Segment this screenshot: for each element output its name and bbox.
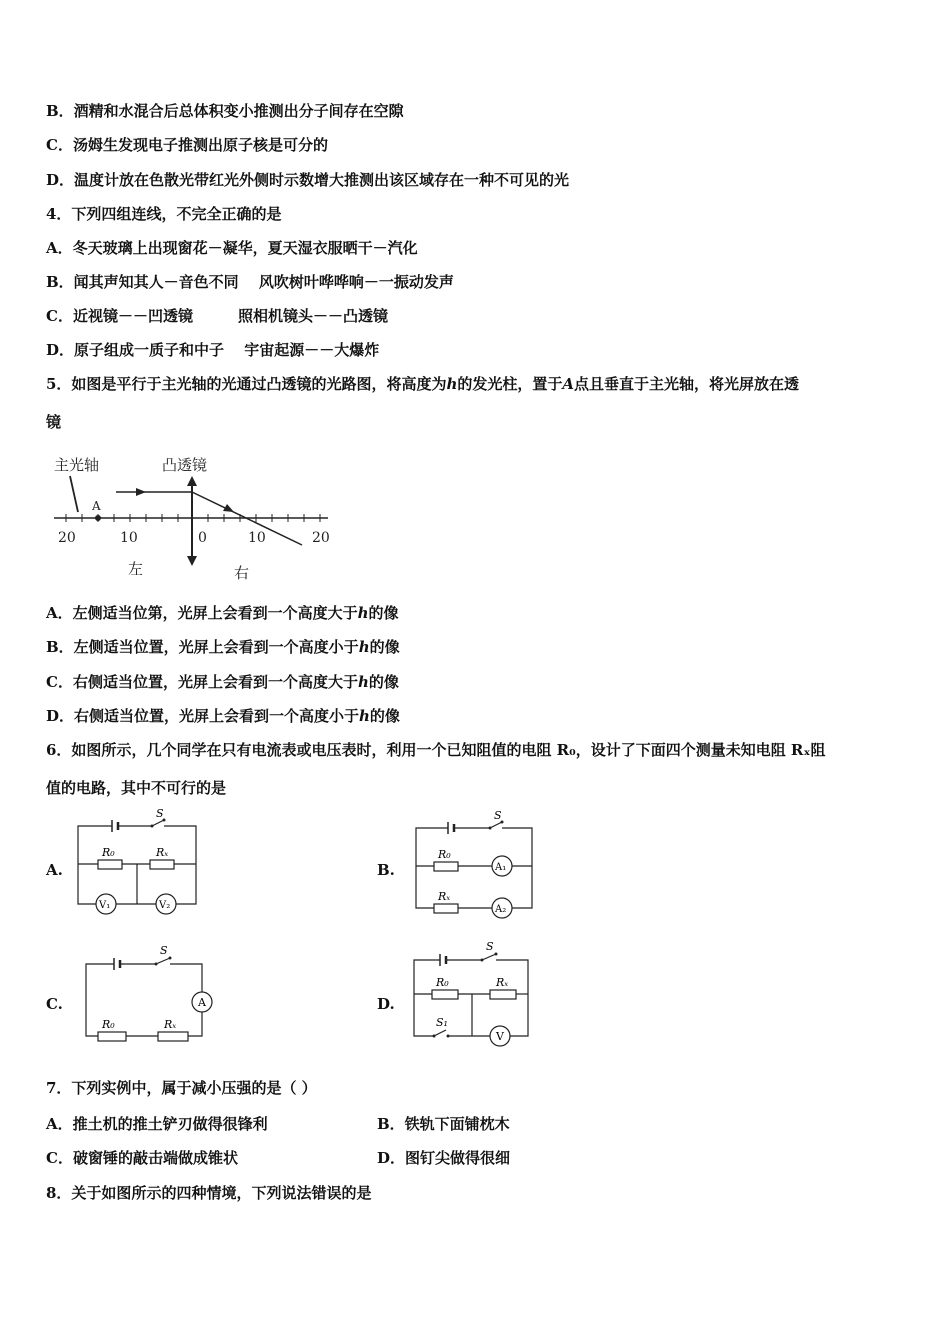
circuit-c-s-label: S (160, 944, 168, 957)
q5-lens-diagram (48, 450, 348, 585)
q5-stem-line2: 镜 (46, 413, 62, 431)
circuit-d (410, 938, 538, 1050)
q5-label-lens: 凸透镜 (162, 456, 208, 474)
circuit-a-rx-label: Rₓ (156, 846, 169, 859)
q4-option-c: C．近视镜－－凹透镜 照相机镜头－－凸透镜 (46, 307, 388, 325)
q5-axis-pointer (70, 476, 78, 512)
q3-option-b: B．酒精和水混合后总体积变小推测出分子间存在空隙 (46, 102, 404, 120)
q7-option-b: B．铁轨下面铺枕木 (377, 1115, 510, 1133)
q8-stem: 8．关于如图所示的四种情境，下列说法错误的是 (46, 1184, 372, 1202)
q5-stem-h: h (446, 375, 458, 393)
circuit-a (76, 808, 200, 920)
circuit-d-s-label: S (486, 940, 494, 953)
circuit-a-s-label: S (156, 807, 164, 820)
q5-label-right: 右 (234, 564, 250, 582)
q5-lens-arrow-bottom (187, 556, 197, 566)
circuit-d-s1-label: S₁ (436, 1016, 448, 1029)
q5-tick-label: 10 (120, 530, 138, 546)
q5-option-d-h: h (359, 707, 370, 725)
q6-label-d: D. (377, 995, 395, 1013)
q6-stem-line1: 6．如图所示，几个同学在只有电流表或电压表时，利用一个已知阻值的电阻 R₀，设计了下面四个测量未知电阻 Rₓ阻 (46, 741, 826, 759)
circuit-c-r0-label: R₀ (102, 1018, 115, 1031)
q5-label-axis: 主光轴 (54, 456, 100, 474)
q4-option-a: A．冬天玻璃上出现窗花－凝华，夏天湿衣服晒干－汽化 (46, 239, 418, 257)
q4-stem: 4．下列四组连线，不完全正确的是 (46, 205, 282, 223)
circuit-a-v1-label: V₁ (99, 900, 111, 911)
q6-label-c: C. (46, 995, 63, 1013)
q5-option-d-suffix: 的像 (369, 707, 400, 725)
q5-tick-label: 10 (248, 530, 266, 546)
q5-option-c-suffix: 的像 (368, 673, 399, 691)
q5-option-a (46, 603, 399, 623)
q4-option-d: D．原子组成一质子和中子 宇宙起源－－大爆炸 (46, 341, 380, 359)
q5-lens-arrow-top (187, 476, 197, 486)
q5-stem-part2: 的发光柱，置于 (457, 375, 563, 393)
q5-stem-part3: 点且垂直于主光轴，将光屏放在透 (574, 375, 800, 393)
q6-label-a: A. (46, 861, 63, 879)
circuit-d-rx-label: Rₓ (496, 976, 509, 989)
q6-label-b: B. (377, 861, 395, 879)
q5-stem-a: A (562, 375, 575, 393)
circuit-c-rx-label: Rₓ (164, 1018, 177, 1031)
circuit-d-v-label: V (496, 1030, 504, 1043)
q5-label-left: 左 (128, 560, 144, 578)
q5-stem (46, 374, 799, 394)
q5-option-a-suffix: 的像 (368, 604, 399, 622)
circuit-b-rx-label: Rₓ (438, 890, 451, 903)
circuit-b-s-label: S (494, 809, 502, 822)
circuit-b (412, 810, 536, 916)
q5-stem-part1: 5．如图是平行于主光轴的光通过凸透镜的光路图，将高度为 (46, 375, 447, 393)
circuit-b-a2-label: A₂ (495, 904, 507, 915)
circuit-b-r0-label: R₀ (438, 848, 451, 861)
q5-option-c-h: h (357, 673, 369, 691)
q5-option-d (46, 706, 400, 726)
q5-option-a-text: A．左侧适当位第，光屏上会看到一个高度大于 (46, 604, 358, 622)
q7-stem: 7．下列实例中，属于减小压强的是（ ） (46, 1079, 317, 1097)
q7-option-c: C．破窗锤的敲击端做成锥状 (46, 1149, 238, 1167)
q7-option-d: D．图钉尖做得很细 (377, 1149, 511, 1167)
circuit-a-r0-label: R₀ (102, 846, 115, 859)
q5-option-a-h: h (357, 604, 369, 622)
q5-point-a (95, 515, 101, 521)
q6-stem-line2: 值的电路，其中不可行的是 (46, 779, 227, 797)
circuit-c (82, 942, 214, 1048)
q4-option-b: B．闻其声知其人－音色不同 风吹树叶哗哗响－一振动发声 (46, 273, 454, 291)
q5-tick-label: 20 (312, 530, 330, 546)
q5-tick-label: 20 (58, 530, 76, 546)
circuit-c-a-label: A (198, 996, 206, 1009)
q5-option-b-text: B．左侧适当位置，光屏上会看到一个高度小于 (46, 638, 359, 656)
q5-option-b (46, 637, 400, 657)
q5-option-d-text: D．右侧适当位置，光屏上会看到一个高度小于 (46, 707, 360, 725)
q3-option-d: D．温度计放在色散光带红光外侧时示数增大推测出该区域存在一种不可见的光 (46, 171, 570, 189)
circuit-d-r0-label: R₀ (436, 976, 449, 989)
circuit-b-a1-label: A₁ (495, 862, 507, 873)
q5-option-b-suffix: 的像 (369, 638, 400, 656)
q5-option-c (46, 672, 399, 692)
q7-option-a: A．推土机的推土铲刃做得很锋利 (46, 1115, 268, 1133)
q5-option-c-text: C．右侧适当位置，光屏上会看到一个高度大于 (46, 673, 358, 691)
q5-label-a: A (92, 499, 101, 513)
q5-incident-arrow (136, 488, 146, 496)
q3-option-c: C．汤姆生发现电子推测出原子核是可分的 (46, 136, 328, 154)
circuit-a-v2-label: V₂ (159, 900, 171, 911)
q5-tick-label: 0 (198, 530, 207, 546)
q5-option-b-h: h (358, 638, 370, 656)
